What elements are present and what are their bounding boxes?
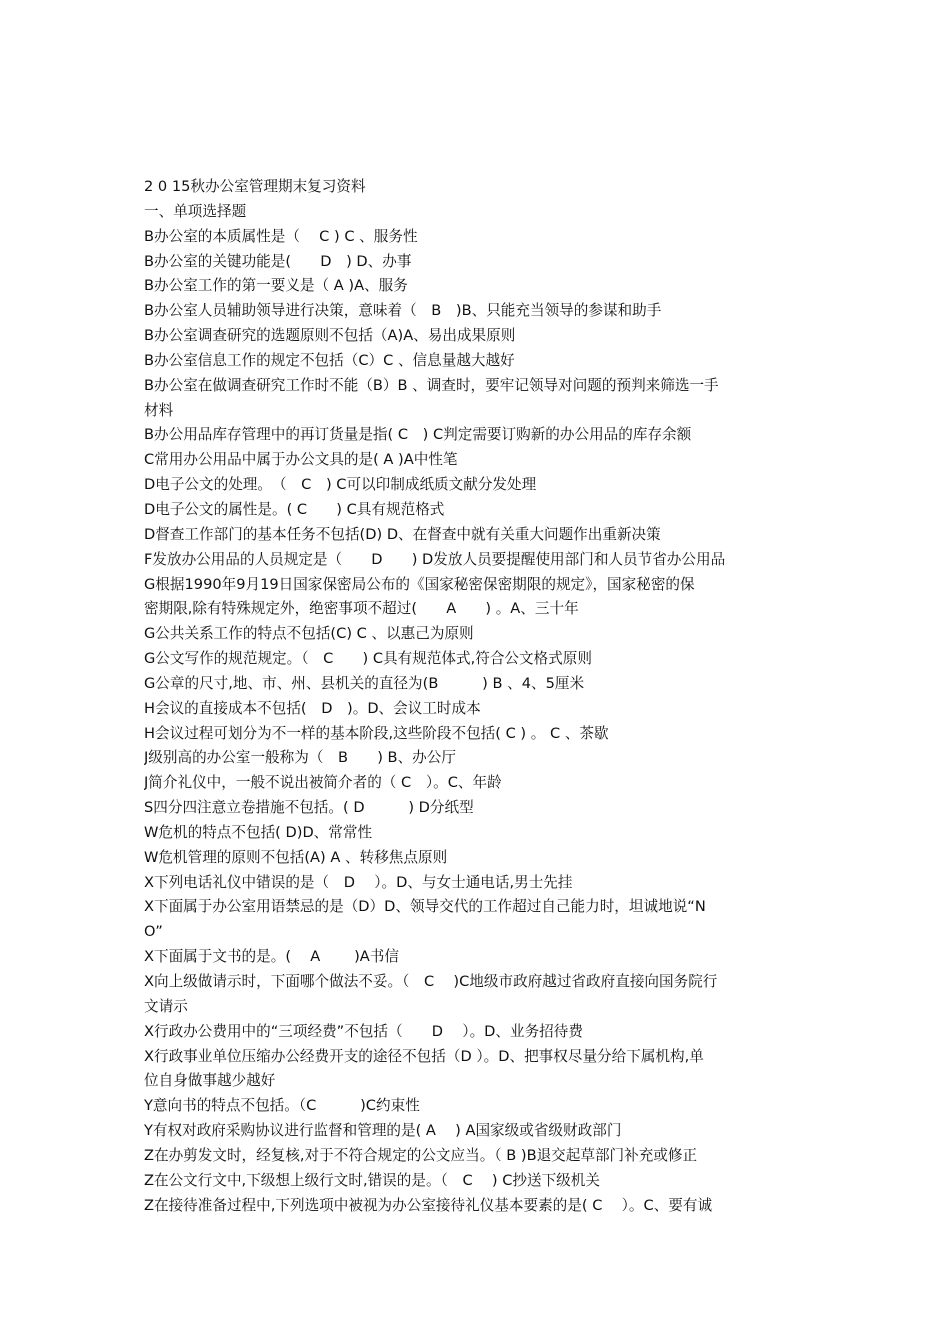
question-line: Y意向书的特点不包括。（C )C约束性	[144, 1097, 420, 1115]
question-line: X下面属于办公室用语禁忌的是（D）D、领导交代的工作超过自己能力时，坦诚地说“N	[144, 898, 706, 916]
question-line: H会议的直接成本不包括( D )。D、会议工时成本	[144, 699, 481, 717]
question-line: W危机的特点不包括( D)D、常常性	[144, 823, 373, 841]
question-line: B办公室在做调查研究工作时不能（B）B 、调查时，要牢记领导对问题的预判来筛选一手	[144, 376, 719, 394]
question-line: F发放办公用品的人员规定是（ D ) D发放人员要提醒使用部门和人员节省办公用品	[144, 550, 726, 568]
question-line: B办公室调查研究的选题原则不包括（A)A、易出成果原则	[144, 327, 516, 345]
question-line: D电子公文的属性是。( C ) C具有规范格式	[144, 500, 445, 518]
question-line: X行政办公费用中的“三项经费”不包括（ D ）。D、业务招待费	[144, 1022, 583, 1040]
question-line: B办公室信息工作的规定不包括（C）C 、信息量越大越好	[144, 351, 515, 369]
question-line: H会议过程可划分为不一样的基本阶段,这些阶段不包括( C ) 。 C 、茶歇	[144, 724, 609, 742]
question-line: J级别高的办公室一般称为（ B ) B、办公厅	[144, 749, 456, 767]
question-line: G公文写作的规范规定。（ C ) C具有规范体式,符合公文格式原则	[144, 650, 592, 668]
question-line: B办公室工作的第一要义是（ A )A、服务	[144, 277, 408, 295]
question-line: G公章的尺寸,地、市、州、县机关的直径为(B ) B 、4、5厘米	[144, 674, 585, 692]
question-line: J简介礼仪中，一般不说出被简介者的（ C ）。C、年龄	[144, 774, 502, 792]
question-line: O”	[144, 923, 163, 941]
question-list	[144, 225, 812, 1219]
question-line: B办公用品库存管理中的再订货量是指( C ) C判定需要订购新的办公用品的库存余额	[144, 426, 692, 444]
document-body	[144, 175, 812, 1218]
question-line: Z在办剪发文时，经复核,对于不符合规定的公文应当。（ B )B退交起草部门补充或修正	[144, 1146, 698, 1164]
question-line: B办公室人员辅助领导进行决策，意味着（ B )B、只能充当领导的参谋和助手	[144, 302, 662, 320]
section-heading: 一、单项选择题	[144, 202, 247, 220]
question-line: S四分四注意立卷措施不包括。( D ) D分纸型	[144, 799, 474, 817]
question-line: B办公室的本质属性是（ C ) C 、服务性	[144, 227, 418, 245]
question-line: W危机管理的原则不包括(A) A 、转移焦点原则	[144, 848, 448, 866]
question-line: X行政事业单位压缩办公经费开支的途径不包括（D ）。D、把事权尽量分给下属机构,单	[144, 1047, 704, 1065]
question-line: 材料	[144, 401, 174, 419]
question-line: Z在公文行文中,下级想上级行文时,错误的是。（ C ) C抄送下级机关	[144, 1171, 600, 1189]
question-line: X下面属于文书的是。( A )A书信	[144, 948, 399, 966]
question-line: 密期限,除有特殊规定外，绝密事项不超过( A ) 。A、三十年	[144, 600, 579, 618]
question-line: B办公室的关键功能是( D ) D、办事	[144, 252, 412, 270]
question-line: 文请示	[144, 997, 188, 1015]
question-line: Y有权对政府采购协议进行监督和管理的是( A ) A国家级或省级财政部门	[144, 1122, 622, 1140]
question-line: G根据1990年9月19日国家保密局公布的《国家秘密保密期限的规定》，国家秘密的保	[144, 575, 695, 593]
question-line: D督查工作部门的基本任务不包括(D) D、在督查中就有关重大问题作出重新决策	[144, 525, 661, 543]
question-line: X向上级做请示时，下面哪个做法不妥。（ C )C地级市政府越过省政府直接向国务院行	[144, 973, 718, 990]
question-line: X下列电话礼仪中错误的是（ D ）。D、与女士通电话,男士先挂	[144, 873, 573, 891]
question-line: G公共关系工作的特点不包括(C) C 、以惠己为原则	[144, 625, 474, 643]
question-line: D电子公文的处理。 （ C ) C可以印制成纸质文献分发处理	[144, 476, 537, 494]
question-line: C常用办公用品中属于办公文具的是( A )A中性笔	[144, 451, 458, 469]
question-line: Z在接待准备过程中,下列选项中被视为办公室接待礼仪基本要素的是( C ）。C、要有诚	[144, 1196, 713, 1214]
document-title: 2 0 15秋办公室管理期末复习资料	[144, 178, 366, 195]
question-line: 位自身做事越少越好	[144, 1072, 276, 1090]
